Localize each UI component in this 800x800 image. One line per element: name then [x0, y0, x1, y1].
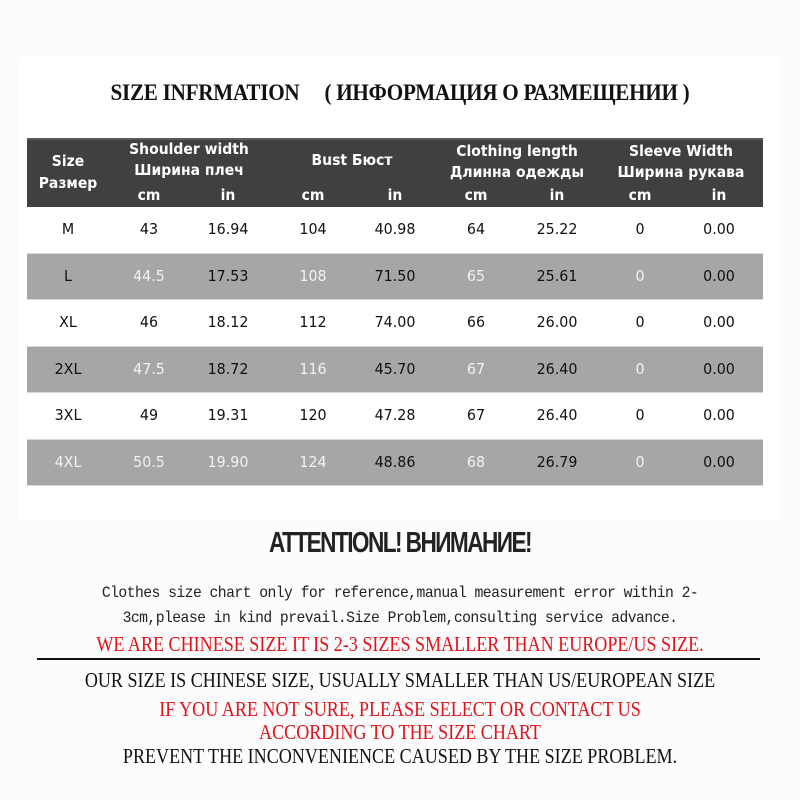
note-line-2: 3cm,please in kind prevail.Size Problem,consulting service advance.: [122, 609, 678, 627]
cell-length-cm: 65: [466, 266, 486, 285]
cell-length-in: 25.22: [536, 220, 578, 238]
cell-bust-in: 40.98: [374, 220, 416, 238]
header-sleeve-ru: Ширина рукава: [617, 163, 745, 181]
table-body: [27, 207, 763, 486]
header-shoulder-ru: Ширина плеч: [134, 161, 244, 179]
cell-size: 3XL: [54, 406, 82, 424]
cell-bust-cm: 104: [299, 220, 327, 238]
cell-shoulder-in: 18.12: [207, 313, 249, 331]
header-length-cm: cm: [464, 186, 488, 204]
cell-sleeve-in: 0.00: [703, 406, 735, 424]
header-sleeve-en: Sleeve Width: [629, 142, 733, 160]
cell-size: L: [64, 266, 72, 285]
cell-shoulder-cm: 49: [139, 406, 159, 424]
header-bust: Bust Бюст: [311, 151, 393, 169]
cell-shoulder-cm: 50.5: [133, 452, 165, 471]
cell-length-cm: 68: [466, 452, 486, 471]
cell-bust-in: 45.70: [374, 359, 416, 378]
chinese-size-warning: WE ARE CHINESE SIZE IT IS 2-3 SIZES SMALLER THAN EUROPE/US SIZE.: [96, 632, 704, 656]
cell-length-in: 26.40: [536, 359, 578, 378]
cell-shoulder-in: 17.53: [207, 266, 249, 285]
cell-length-in: 26.00: [536, 313, 578, 331]
header-size-ru: Размер: [38, 174, 98, 192]
table-row: [27, 440, 763, 487]
table-row: [27, 300, 763, 347]
cell-size: 2XL: [54, 359, 82, 378]
header-size-en: Size: [51, 152, 85, 170]
cell-shoulder-in: 18.72: [207, 359, 249, 378]
cell-size: XL: [59, 313, 77, 331]
cell-sleeve-in: 0.00: [703, 266, 735, 285]
cell-sleeve-in: 0.00: [703, 359, 735, 378]
cell-bust-in: 71.50: [374, 266, 416, 285]
cell-size: M: [61, 220, 75, 238]
cell-shoulder-cm: 46: [139, 313, 159, 331]
header-sleeve-cm: cm: [628, 186, 652, 204]
cell-sleeve-cm: 0: [635, 220, 645, 238]
header-shoulder-en: Shoulder width: [129, 140, 249, 158]
cell-size: 4XL: [54, 452, 82, 471]
cell-length-in: 25.61: [536, 266, 578, 285]
header-length-in: in: [549, 186, 565, 204]
cell-length-cm: 67: [466, 359, 486, 378]
cell-length-in: 26.40: [536, 406, 578, 424]
cell-sleeve-cm: 0: [635, 313, 645, 331]
cell-shoulder-cm: 47.5: [133, 359, 165, 378]
cell-shoulder-in: 16.94: [207, 220, 249, 238]
header-shoulder-in: in: [220, 186, 236, 204]
cell-length-cm: 66: [466, 313, 486, 331]
cell-bust-in: 74.00: [374, 313, 416, 331]
not-sure-note-2: ACCORDING TO THE SIZE CHART: [259, 720, 541, 744]
cell-sleeve-in: 0.00: [703, 452, 735, 471]
header-bust-cm: cm: [301, 186, 325, 204]
header-sleeve-in: in: [711, 186, 727, 204]
prevent-note: PREVENT THE INCONVENIENCE CAUSED BY THE SIZE PROBLEM.: [122, 744, 678, 768]
cell-bust-cm: 120: [299, 406, 327, 424]
table-row: [27, 207, 763, 254]
size-table: [27, 138, 763, 486]
not-sure-note-1: IF YOU ARE NOT SURE, PLEASE SELECT OR CONTACT US: [159, 697, 641, 721]
header-length-en: Clothing length: [456, 142, 578, 160]
cell-sleeve-cm: 0: [635, 266, 645, 285]
divider-line: [37, 658, 760, 660]
our-size-note: OUR SIZE IS CHINESE SIZE, USUALLY SMALLER THAN US/EUROPEAN SIZE: [84, 668, 716, 692]
table-row: [27, 254, 763, 301]
cell-sleeve-cm: 0: [635, 359, 645, 378]
page-title: SIZE INFRMATION ( ИНФОРМАЦИЯ О РАЗМЕЩЕНИИ ): [110, 80, 690, 105]
header-shoulder-cm: cm: [137, 186, 161, 204]
header-length-ru: Длинна одежды: [449, 163, 585, 181]
cell-length-cm: 67: [466, 406, 486, 424]
cell-bust-cm: 116: [299, 359, 327, 378]
cell-bust-in: 48.86: [374, 452, 416, 471]
table-row: [27, 393, 763, 440]
cell-bust-cm: 124: [299, 452, 327, 471]
cell-bust-cm: 108: [299, 266, 327, 285]
cell-length-cm: 64: [466, 220, 486, 238]
note-line-1: Clothes size chart only for reference,manual measurement error within 2-: [101, 584, 699, 602]
cell-shoulder-cm: 44.5: [133, 266, 165, 285]
cell-shoulder-cm: 43: [139, 220, 159, 238]
cell-sleeve-cm: 0: [635, 406, 645, 424]
attention-heading: ATTENTIONL! ВНИМАНИЕ!: [269, 527, 531, 559]
cell-shoulder-in: 19.90: [207, 452, 249, 471]
header-bust-in: in: [387, 186, 403, 204]
cell-bust-cm: 112: [299, 313, 327, 331]
cell-bust-in: 47.28: [374, 406, 416, 424]
cell-sleeve-in: 0.00: [703, 313, 735, 331]
table-row: [27, 347, 763, 394]
table-header: [27, 138, 763, 207]
cell-length-in: 26.79: [536, 452, 578, 471]
cell-shoulder-in: 19.31: [207, 406, 249, 424]
cell-sleeve-in: 0.00: [703, 220, 735, 238]
cell-sleeve-cm: 0: [635, 452, 645, 471]
